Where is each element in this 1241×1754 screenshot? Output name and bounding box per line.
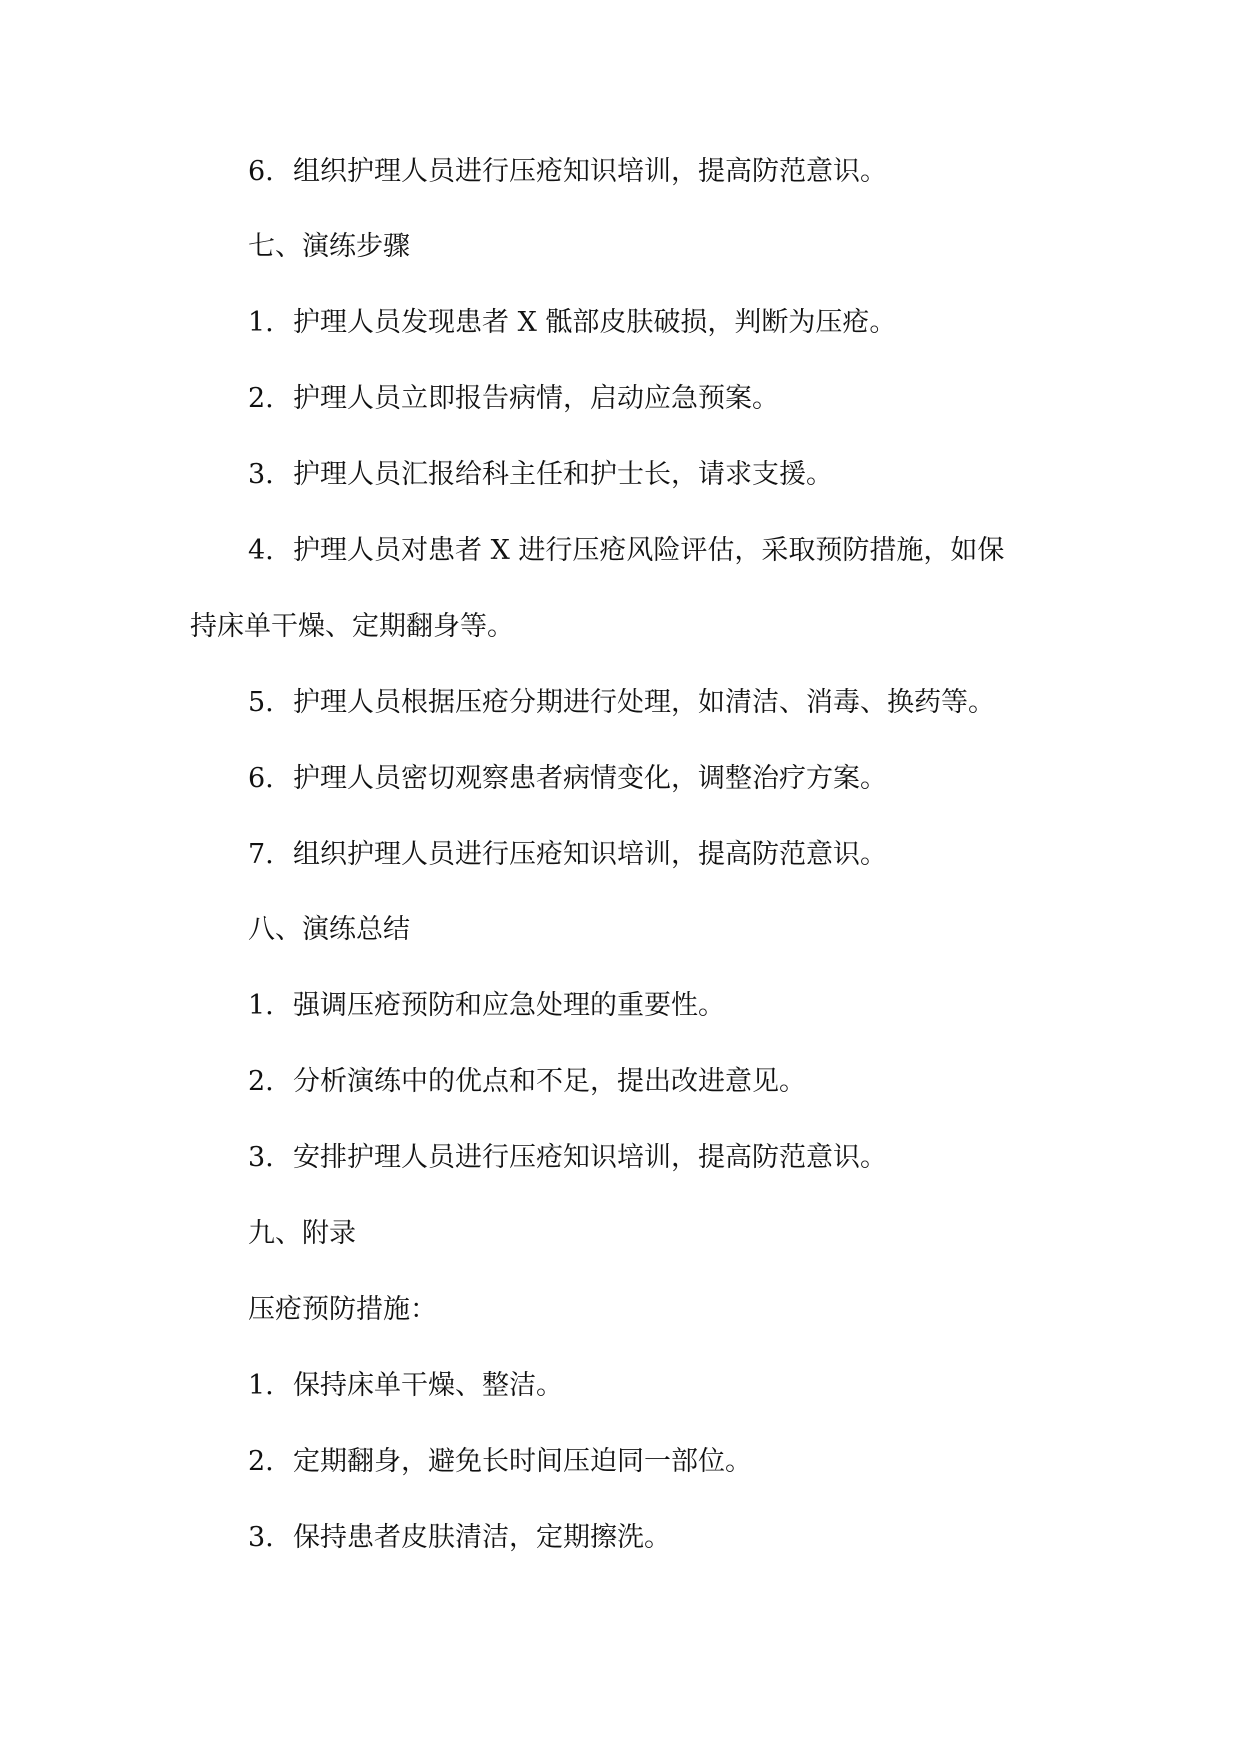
list-item xyxy=(248,534,1004,568)
item-text: 定期翻身，避免长时间压迫同一部位。 xyxy=(293,1446,752,1477)
list-item xyxy=(248,1445,752,1479)
list-item xyxy=(248,838,887,872)
item-number: 2. xyxy=(248,383,274,414)
item-number: 1. xyxy=(248,1370,274,1401)
item-number: 6. xyxy=(248,763,274,794)
item-text: 保持床单干燥、整洁。 xyxy=(293,1370,563,1401)
item-number: 2. xyxy=(248,1446,274,1477)
heading-text: 八、演练总结 xyxy=(248,914,410,945)
item-number: 3. xyxy=(248,459,274,490)
item-number: 5. xyxy=(248,687,274,718)
item-text: 组织护理人员进行压疮知识培训，提高防范意识。 xyxy=(293,839,887,870)
heading-text: 九、附录 xyxy=(248,1218,356,1249)
list-item xyxy=(248,762,887,796)
subheading-text: 压疮预防措施： xyxy=(248,1294,437,1325)
item-text: 组织护理人员进行压疮知识培训，提高防范意识。 xyxy=(293,156,887,187)
item-text: 护理人员密切观察患者病情变化，调整治疗方案。 xyxy=(293,763,887,794)
list-item xyxy=(248,1141,887,1175)
list-item xyxy=(248,1065,806,1099)
list-item xyxy=(248,306,896,340)
list-item xyxy=(248,382,779,416)
subheading xyxy=(248,1293,437,1327)
list-item xyxy=(248,686,995,720)
list-item-continuation xyxy=(190,610,514,644)
item-number: 6. xyxy=(248,156,274,187)
item-text: 护理人员立即报告病情，启动应急预案。 xyxy=(293,383,779,414)
list-item xyxy=(248,989,725,1023)
section-heading xyxy=(248,1217,356,1251)
item-text: 分析演练中的优点和不足，提出改进意见。 xyxy=(293,1066,806,1097)
item-text: 护理人员对患者 X 进行压疮风险评估，采取预防措施，如保 xyxy=(293,535,1005,566)
list-item xyxy=(248,458,833,492)
item-text: 护理人员发现患者 X 骶部皮肤破损，判断为压疮。 xyxy=(293,307,897,338)
item-text: 强调压疮预防和应急处理的重要性。 xyxy=(293,990,725,1021)
item-text: 保持患者皮肤清洁，定期擦洗。 xyxy=(293,1522,671,1553)
item-number: 4. xyxy=(248,535,274,566)
item-number: 3. xyxy=(248,1522,274,1553)
list-item xyxy=(248,155,887,189)
item-number: 1. xyxy=(248,990,274,1021)
item-text: 持床单干燥、定期翻身等。 xyxy=(190,611,514,642)
list-item xyxy=(248,1369,563,1403)
item-text: 护理人员根据压疮分期进行处理，如清洁、消毒、换药等。 xyxy=(293,687,995,718)
section-heading xyxy=(248,913,410,947)
list-item xyxy=(248,1521,671,1555)
item-number: 1. xyxy=(248,307,274,338)
item-text: 安排护理人员进行压疮知识培训，提高防范意识。 xyxy=(293,1142,887,1173)
item-text: 护理人员汇报给科主任和护士长，请求支援。 xyxy=(293,459,833,490)
item-number: 7. xyxy=(248,839,274,870)
heading-text: 七、演练步骤 xyxy=(248,231,410,262)
item-number: 3. xyxy=(248,1142,274,1173)
item-number: 2. xyxy=(248,1066,274,1097)
section-heading xyxy=(248,230,410,264)
